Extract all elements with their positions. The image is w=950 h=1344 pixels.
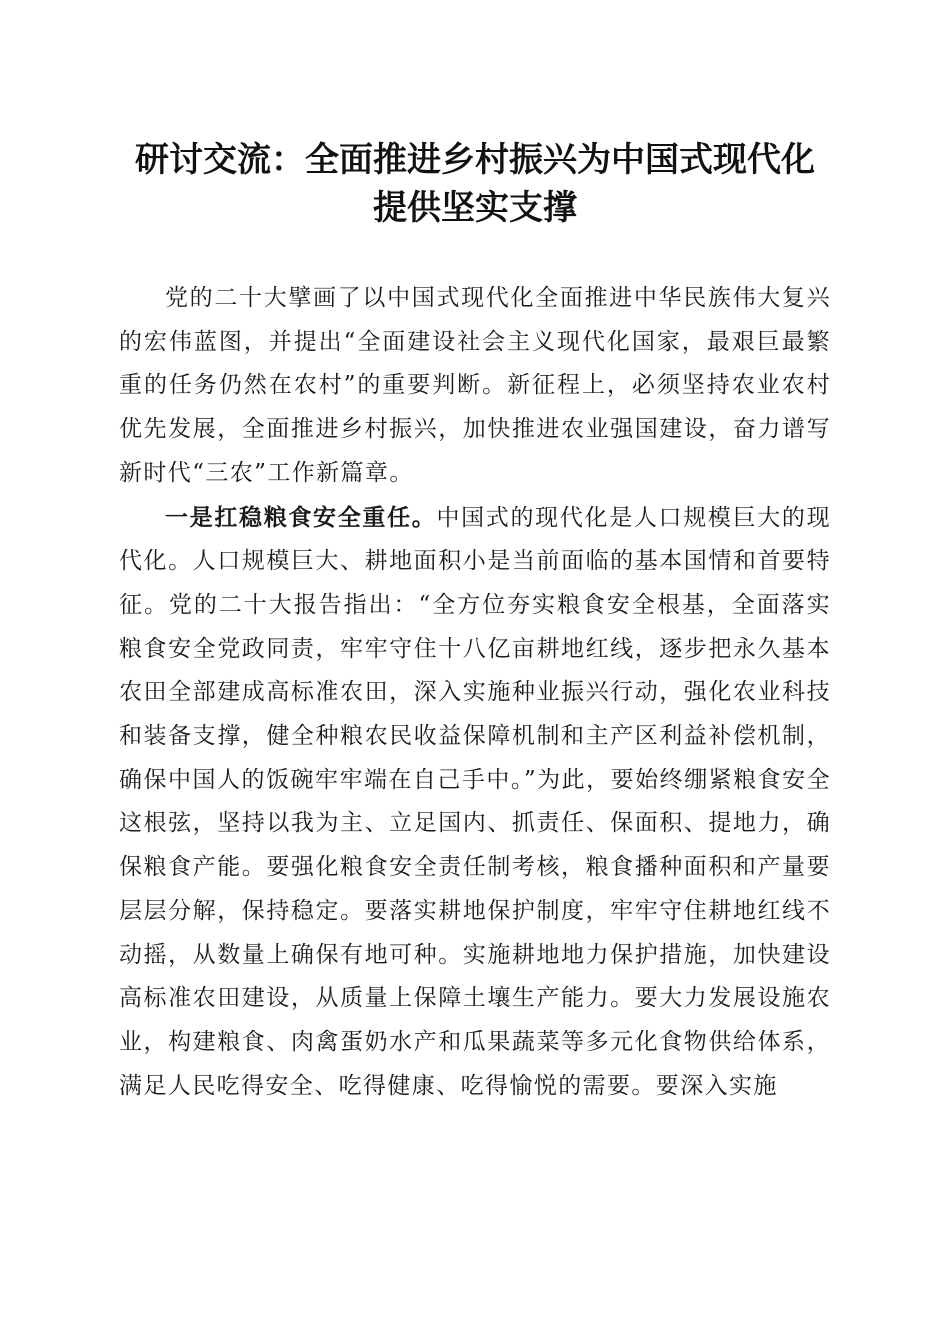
document-title-line-1: 研讨交流：全面推进乡村振兴为中国式现代化 [135,140,815,180]
paragraph-intro [119,277,831,496]
paragraph-intro-text: 党的二十大擘画了以中国式现代化全面推进中华民族伟大复兴的宏伟蓝图，并提出“全面建设社会主义现代化国家，最艰巨最繁重的任务仍然在农村”的重要判断。新征程上，必须坚持农业农村优先发展，全面推进乡村振兴，加快推进农业强国建设，奋力谱写新时代“三农”工作新篇章。 [119,285,831,486]
paragraph-grain-security [119,496,831,1109]
paragraph-grain-security-text: 中国式的现代化是人口规模巨大的现代化。人口规模巨大、耕地面积小是当前面临的基本国情和首要特征。党的二十大报告指出：“全方位夯实粮食安全根基，全面落实粮食安全党政同责，牢牢守住十八亿亩耕地红线，逐步把永久基本农田全部建成高标准农田，深入实施种业振兴行动，强化农业科技和装备支撑，健全种粮农民收益保障机制和主产区利益补偿机制，确保中国人的饭碗牢牢端在自己手中。”为此，要始终绷紧粮食安全这根弦，坚持以我为主、立足国内、抓责任、保面积、提地力，确保粮食产能。要强化粮食安全责任制考核，粮食播种面积和产量要层层分解，保持稳定。要落实耕地保护制度，牢牢守住耕地红线不动摇，从数量上确保有地可种。实施耕地地力保护措施，加快建设高标准农田建设，从质量上保障土壤生产能力。要大力发展设施农业，构建粮食、肉禽蛋奶水产和瓜果蔬菜等多元化食物供给体系，满足人民吃得安全、吃得健康、吃得愉悦的需要。要深入实施 [119,504,831,1099]
document-body [119,277,831,1108]
document-title-line-2: 提供坚实支撑 [373,188,577,228]
paragraph-lead-heading: 一是扛稳粮食安全重任。 [165,503,437,531]
